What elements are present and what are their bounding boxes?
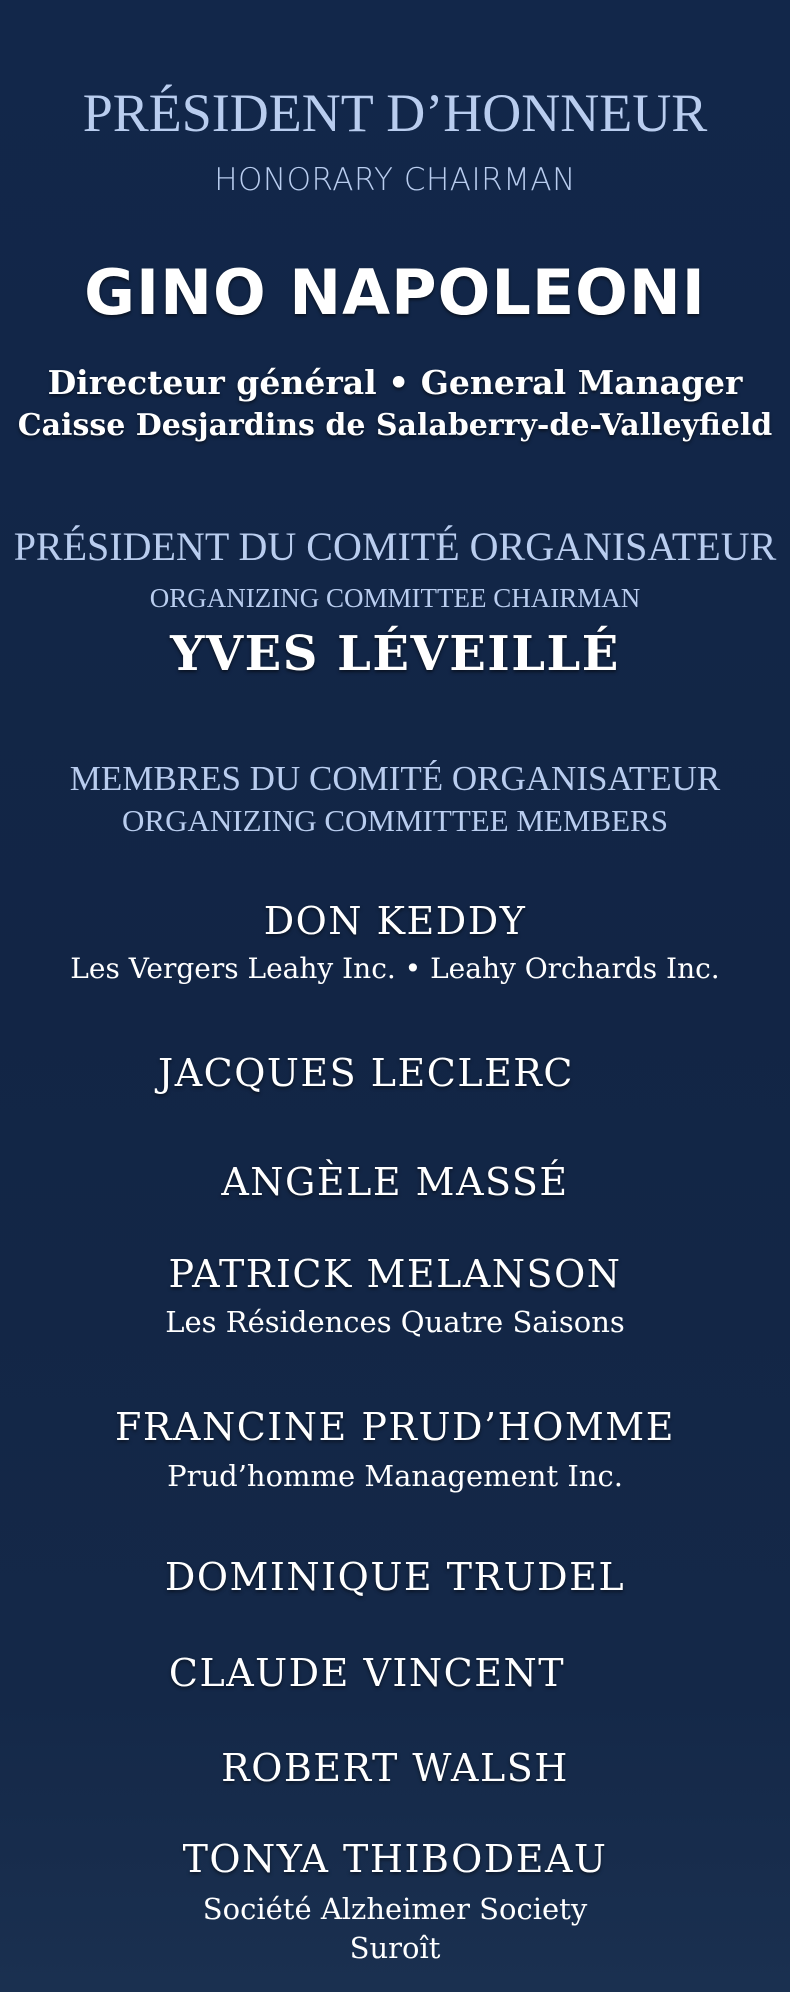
- member-name: PATRICK MELANSON: [168, 1252, 622, 1296]
- member-name: CLAUDE VINCENT: [168, 1651, 566, 1695]
- members-heading-en: ORGANIZING COMMITTEE MEMBERS: [122, 803, 668, 838]
- member-name: TONYA THIBODEAU: [182, 1837, 608, 1881]
- member-name: JACQUES LECLERC: [158, 1051, 574, 1095]
- chairman-heading-fr: PRÉSIDENT DU COMITÉ ORGANISATEUR: [13, 524, 777, 569]
- member-organization: Société Alzheimer Society: [202, 1892, 588, 1926]
- honorary-name: GINO NAPOLEONI: [84, 256, 706, 329]
- member-name: DON KEDDY: [263, 899, 527, 943]
- member-organization: Les Résidences Quatre Saisons: [165, 1305, 625, 1339]
- chairman-name: YVES LÉVEILLÉ: [170, 626, 620, 682]
- honorary-heading-fr: PRÉSIDENT D’HONNEUR: [82, 83, 708, 143]
- honorary-organization: Caisse Desjardins de Salaberry-de-Valleyfield: [17, 408, 773, 443]
- member-organization: Suroît: [349, 1931, 441, 1965]
- chairman-heading-en: ORGANIZING COMMITTEE CHAIRMAN: [149, 583, 641, 613]
- honorary-title: Directeur général • General Manager: [47, 363, 743, 402]
- member-organization: Prud’homme Management Inc.: [167, 1459, 623, 1493]
- honorary-heading-en: HONORARY CHAIRMAN: [214, 162, 576, 198]
- member-name: ROBERT WALSH: [221, 1746, 569, 1790]
- member-name: FRANCINE PRUD’HOMME: [115, 1405, 675, 1449]
- members-heading-fr: MEMBRES DU COMITÉ ORGANISATEUR: [69, 759, 721, 798]
- member-name: ANGÈLE MASSÉ: [221, 1160, 569, 1204]
- member-organization: Les Vergers Leahy Inc. • Leahy Orchards Inc.: [70, 952, 720, 985]
- member-name: DOMINIQUE TRUDEL: [164, 1555, 626, 1599]
